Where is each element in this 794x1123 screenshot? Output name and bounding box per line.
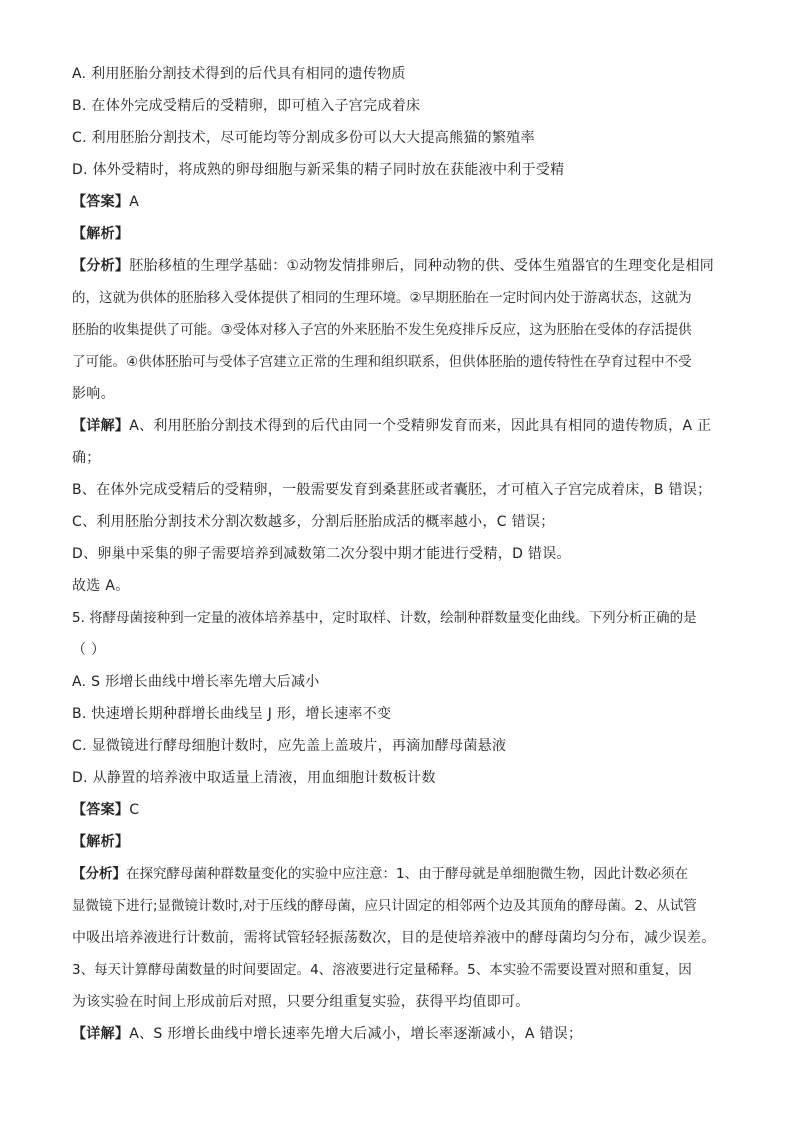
q4-xiangjie-label: 【详解】 xyxy=(72,418,130,434)
q4-conclusion: 故选 A。 xyxy=(72,578,130,594)
q4-xiangjie-line-2: 确； xyxy=(72,450,101,466)
q5-answer-value: C xyxy=(129,802,140,818)
q5-xiangjie-label: 【详解】 xyxy=(72,1026,130,1042)
q5-option-c: C. 显微镜进行酵母细胞计数时，应先盖上盖玻片，再滴加酵母菌悬液 xyxy=(72,738,507,754)
q5-option-d: D. 从静置的培养液中取适量上清液，用血细胞计数板计数 xyxy=(72,770,436,786)
q5-fenxi-line-5: 为该实验在时间上形成前后对照，只要分组重复实验，获得平均值即可。 xyxy=(72,994,530,1010)
q4-answer-line xyxy=(72,192,722,212)
q4-fenxi-line-4: 了可能。④供体胚胎可与受体子宫建立正常的生理和组织联系，但供体胚胎的遗传特性在孕育过程中不受 xyxy=(72,354,692,370)
q5-answer-label: 【答案】 xyxy=(72,802,130,818)
q5-option-a: A. S 形增长曲线中增长率先增大后减小 xyxy=(72,674,320,690)
q5-stem: 5. 将酵母菌接种到一定量的液体培养基中，定时取样、计数，绘制种群数量变化曲线。下列分析正确的是 xyxy=(72,610,697,626)
q4-option-d: D. 体外受精时，将成熟的卵母细胞与新采集的精子同时放在获能液中利于受精 xyxy=(72,162,565,178)
q4-xiangjie-line-3: B、在体外完成受精后的受精卵，一般需要发育到桑葚胚或者囊胚，才可植入子宫完成着床，B 错误； xyxy=(72,482,712,498)
q5-analysis-label: 【解析】 xyxy=(72,834,130,850)
q4-xiangjie-line-1: 【详解】A、利用胚胎分割技术得到的后代由同一个受精卵发育而来，因此具有相同的遗传物质，A 正 xyxy=(72,418,712,434)
q4-fenxi-line-5: 影响。 xyxy=(72,386,115,402)
q4-option-b: B. 在体外完成受精后的受精卵，即可植入子宫完成着床 xyxy=(72,98,421,114)
q5-fenxi-line-1: 【分析】在探究酵母菌种群数量变化的实验中应注意：1、由于酵母就是单细胞微生物，因此计数必须在 xyxy=(72,866,689,882)
q4-fenxi-line-1: 【分析】胚胎移植的生理学基础：①动物发情排卵后，同种动物的供、受体生殖器官的生理变化是相同 xyxy=(72,258,715,274)
q5-fenxi-line-2: 显微镜下进行;显微镜计数时,对于压线的酵母菌，应只计固定的相邻两个边及其顶角的酵母菌。2、从试管 xyxy=(72,898,697,914)
q5-answer-line xyxy=(72,800,722,820)
q4-answer-label: 【答案】 xyxy=(72,194,130,210)
q4-analysis-label: 【解析】 xyxy=(72,226,130,242)
q5-option-b: B. 快速增长期种群增长曲线呈 J 形，增长速率不变 xyxy=(72,706,392,722)
q4-answer-value: A xyxy=(129,194,140,210)
q4-fenxi-label: 【分析】 xyxy=(72,258,130,274)
q4-xiangjie-line-5: D、卵巢中采集的卵子需要培养到减数第二次分裂中期才能进行受精，D 错误。 xyxy=(72,546,571,562)
q5-xiangjie-line-1: 【详解】A、S 形增长曲线中增长速率先增大后减小，增长率逐渐减小，A 错误； xyxy=(72,1026,583,1042)
q5-fenxi-label: 【分析】 xyxy=(72,866,126,882)
q4-fenxi-line-3: 胚胎的收集提供了可能。③受体对移入子宫的外来胚胎不发生免疫排斥反应，这为胚胎在受体的存活提供 xyxy=(72,322,692,338)
q4-xiangjie-line-4: C、利用胚胎分割技术分割次数越多，分割后胚胎成活的概率越小，C 错误； xyxy=(72,514,555,530)
q5-fenxi-line-4: 3、每天计算酵母菌数量的时间要固定。4、溶液要进行定量稀释。5、本实验不需要设置对照和重复，因 xyxy=(72,962,692,978)
q4-fenxi-line-2: 的，这就为供体的胚胎移入受体提供了相同的生理环境。②早期胚胎在一定时间内处于游离状态，这就为 xyxy=(72,290,692,306)
q4-option-a: A. 利用胚胎分割技术得到的后代具有相同的遗传物质 xyxy=(72,66,406,82)
q4-option-c: C. 利用胚胎分割技术，尽可能均等分割成多份可以大大提高熊猫的繁殖率 xyxy=(72,130,535,146)
q5-fenxi-line-3: 中吸出培养液进行计数前，需将试管轻轻振荡数次，目的是使培养液中的酵母菌均匀分布，减少误差。 xyxy=(72,930,716,946)
q5-stem-paren: （ ） xyxy=(72,642,106,658)
